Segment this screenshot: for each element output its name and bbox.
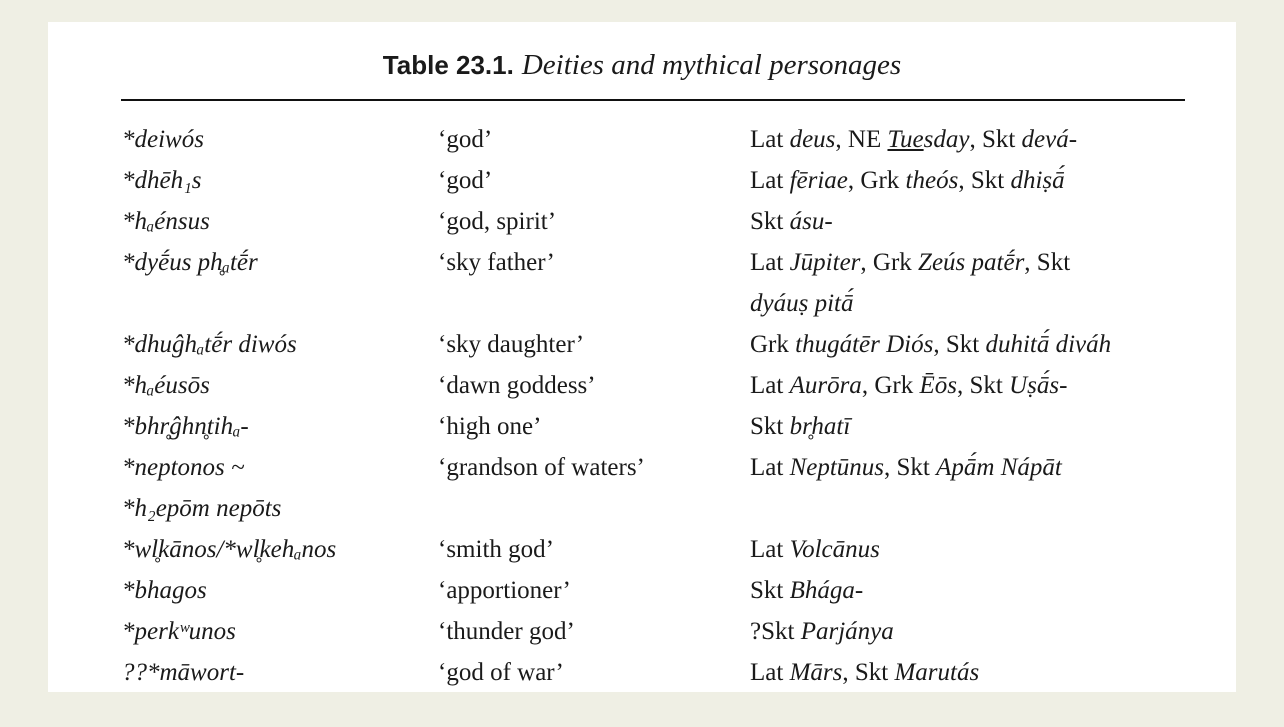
cognate-segment: , NE: [835, 126, 888, 153]
gloss: ‘thunder god’: [438, 618, 575, 645]
reconstructed-form: *hₐéusōs: [122, 372, 210, 399]
cognate-segment: Lat: [750, 372, 790, 399]
gloss: ‘god’: [438, 167, 493, 194]
gloss: ‘god’: [438, 126, 493, 153]
cognate-segment: Lat: [750, 249, 790, 276]
cognate-segment: , Grk: [861, 372, 920, 399]
cognates: [750, 529, 880, 570]
cognates: [750, 365, 1067, 406]
gloss: ‘grandson of waters’: [438, 454, 645, 481]
table-top-rule: [121, 99, 1185, 101]
cognate-segment: Skt: [750, 208, 790, 235]
reconstructed-form: *bhr̥ĝhn̥tihₐ-: [122, 413, 249, 440]
gloss: ‘smith god’: [438, 536, 554, 563]
cognate-segment: Lat: [750, 167, 790, 194]
reconstructed-form: *dyḗus ph̥ₐtḗr: [122, 249, 258, 276]
cognates: [750, 447, 1062, 488]
reconstructed-form: *neptonos ~: [122, 454, 245, 481]
cognate-segment: Skt: [750, 577, 790, 604]
cognate-segment: , Skt: [956, 372, 1010, 399]
cognates: [750, 283, 853, 324]
cognates: [750, 406, 850, 447]
table-row: [48, 652, 1236, 693]
cognate-segment: Skt: [750, 413, 790, 440]
reconstructed-form: ??*māwort-: [122, 659, 245, 686]
gloss: ‘sky father’: [438, 249, 555, 276]
cognate-segment: Neptūnus: [789, 454, 885, 481]
reconstructed-form: *h₂epōm nepōts: [122, 495, 282, 522]
table-title: Deities and mythical personages: [521, 49, 902, 81]
cognate-segment: Marutás: [894, 659, 980, 686]
gloss: ‘god, spirit’: [438, 208, 557, 235]
cognate-segment: br̥hatī: [789, 413, 851, 440]
cognate-segment: devá-: [1021, 126, 1078, 153]
cognate-segment: theós: [905, 167, 959, 194]
cognate-segment: Lat: [750, 536, 790, 563]
cognates: [750, 119, 1077, 160]
reconstructed-form: *deiwós: [122, 126, 204, 153]
cognate-segment: Bhága-: [789, 577, 864, 604]
cognate-segment: duhitā́ diváh: [985, 331, 1112, 358]
cognate-segment: ?Skt: [750, 618, 801, 645]
table-row: [48, 324, 1236, 365]
cognates: [750, 652, 979, 693]
cognate-segment: Volcānus: [789, 536, 880, 563]
cognate-segment: Parjánya: [800, 618, 894, 645]
cognate-segment: , Skt: [842, 659, 895, 686]
cognate-segment: thugátēr Diós: [795, 331, 934, 358]
table-row: [48, 447, 1236, 488]
cognate-segment: dhiṣā́: [1010, 167, 1065, 194]
gloss: ‘apportioner’: [438, 577, 571, 604]
reconstructed-form: *dhuĝhₐtḗr diwós: [122, 331, 297, 358]
cognate-segment: ásu-: [789, 208, 833, 235]
cognate-segment: Ēōs: [919, 372, 957, 399]
cognate-segment: deus: [789, 126, 836, 153]
cognate-segment: Lat: [750, 126, 790, 153]
reconstructed-form: *dhēh₁s: [122, 167, 202, 194]
table-row: [48, 488, 1236, 529]
table-caption: [48, 46, 1236, 84]
cognate-segment: Zeús patḗr: [918, 249, 1025, 276]
table-label: Table 23.1.: [382, 50, 514, 80]
cognate-segment: , Skt: [1024, 249, 1071, 276]
gloss: ‘sky daughter’: [438, 331, 585, 358]
cognates: [750, 570, 863, 611]
table-row: [48, 201, 1236, 242]
cognates: [750, 611, 894, 652]
cognate-segment: , Skt: [933, 331, 986, 358]
table-row: [48, 570, 1236, 611]
cognate-segment: fēriae: [789, 167, 848, 194]
reconstructed-form: *wl̥kānos/*wl̥kehₐnos: [122, 536, 337, 563]
gloss: ‘dawn goddess’: [438, 372, 596, 399]
cognate-segment: sday: [923, 126, 970, 153]
gloss: ‘god of war’: [438, 659, 564, 686]
table-row: [48, 529, 1236, 570]
cognate-segment: Uṣā́s-: [1009, 372, 1068, 399]
cognate-segment: Tue: [887, 126, 924, 153]
cognates: [750, 201, 833, 242]
table-row: [48, 611, 1236, 652]
cognate-segment: , Skt: [958, 167, 1011, 194]
cognate-segment: Jūpiter: [789, 249, 861, 276]
cognate-segment: , Skt: [884, 454, 937, 481]
table-row: [48, 365, 1236, 406]
cognate-segment: Lat: [750, 454, 790, 481]
table-row: [48, 242, 1236, 283]
cognate-segment: Aurōra: [789, 372, 862, 399]
table-row: [48, 160, 1236, 201]
table-row: [48, 283, 1236, 324]
cognate-segment: Mārs: [789, 659, 843, 686]
cognate-segment: dyáuṣ pitā́: [750, 290, 854, 317]
cognates: [750, 242, 1070, 283]
cognate-segment: , Grk: [847, 167, 906, 194]
table-row: [48, 119, 1236, 160]
cognate-segment: , Skt: [969, 126, 1022, 153]
cognate-segment: Lat: [750, 659, 790, 686]
cognate-segment: Apā́m Nápāt: [936, 454, 1062, 481]
reconstructed-form: *perkʷunos: [122, 618, 236, 645]
table-row: [48, 406, 1236, 447]
cognate-segment: Grk: [750, 331, 796, 358]
cognates: [750, 324, 1111, 365]
document-page: [48, 22, 1236, 692]
gloss: ‘high one’: [438, 413, 542, 440]
reconstructed-form: *bhagos: [122, 577, 207, 604]
reconstructed-form: *hₐénsus: [122, 208, 210, 235]
cognates: [750, 160, 1065, 201]
cognate-segment: , Grk: [860, 249, 919, 276]
